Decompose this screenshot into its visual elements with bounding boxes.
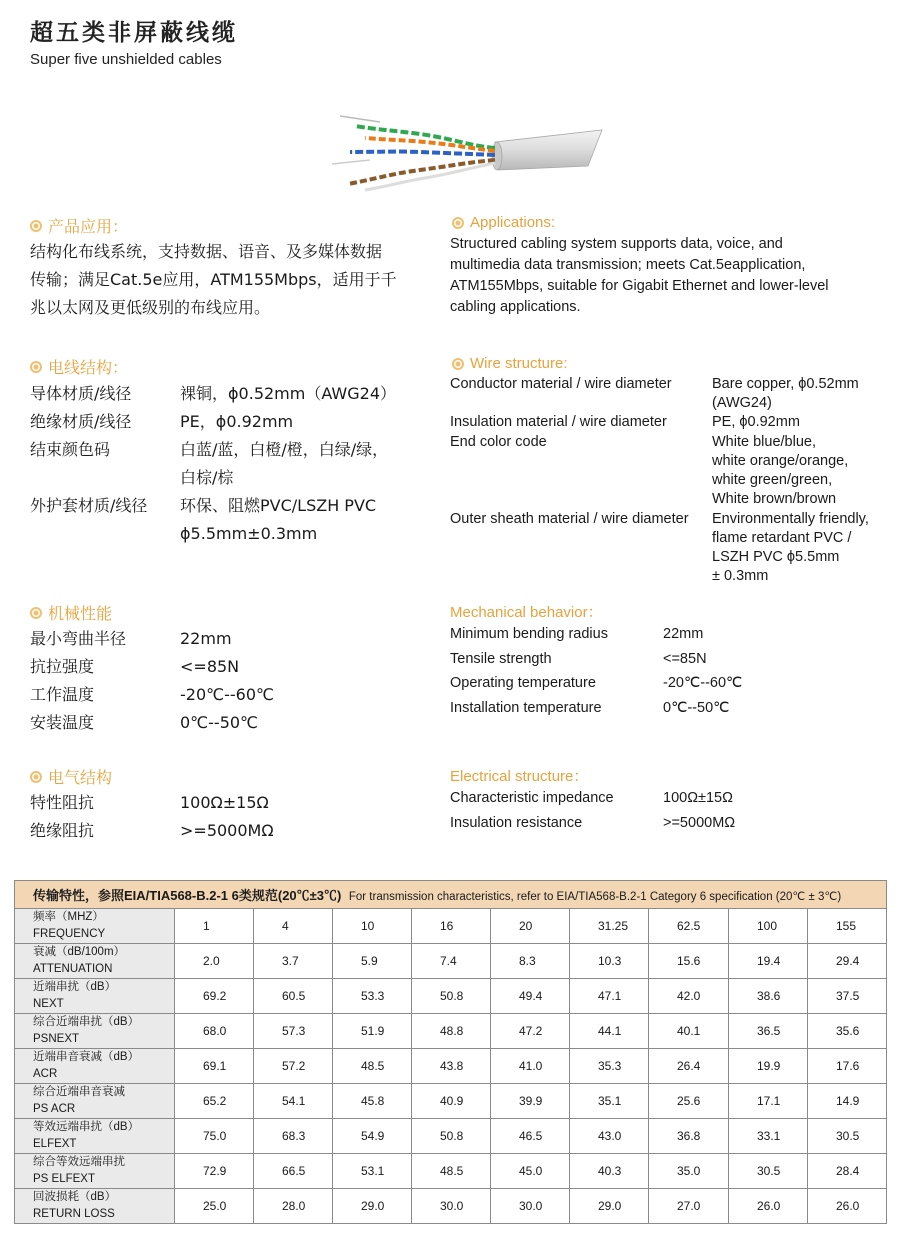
table-cell: 43.0 <box>570 1119 649 1154</box>
wire-value-cn: 白蓝/蓝，白橙/橙，白绿/绿， <box>180 440 389 459</box>
table-cell: 155 <box>808 909 887 944</box>
wire-value-en: Bare copper, ϕ0.52mm <box>712 376 859 392</box>
table-cell: 44.1 <box>570 1014 649 1049</box>
mech-label-cn: 抗拉强度 <box>30 657 95 676</box>
table-cell: 5.9 <box>333 944 412 979</box>
wire-value-en: PE, ϕ0.92mm <box>712 414 800 430</box>
mech-label-cn: 安装温度 <box>30 713 95 732</box>
row-label-en: PSNEXT <box>33 1033 80 1045</box>
row-label <box>15 1119 175 1154</box>
table-row <box>15 979 887 1014</box>
table-cell: 72.9 <box>175 1154 254 1189</box>
wire-structure-title-cn: 电线结构： <box>30 355 128 378</box>
row-label <box>15 1014 175 1049</box>
table-cell: 41.0 <box>491 1049 570 1084</box>
table-cell: 60.5 <box>254 979 333 1014</box>
table-cell: 39.9 <box>491 1084 570 1119</box>
mech-label-en: Tensile strength <box>450 651 552 667</box>
wire-value-cn: PE，ϕ0.92mm <box>180 412 294 431</box>
table-cell: 30.0 <box>412 1189 491 1224</box>
table-header-cn: 传输特性，参照EIA/TIA568-B.2-1 6类规范(20℃±3℃) <box>33 888 342 903</box>
table-cell: 37.5 <box>808 979 887 1014</box>
row-label-cn: 等效远端串扰（dB） <box>33 1121 140 1133</box>
applications-title-en: Applications: <box>452 214 555 231</box>
wire-value-en: ± 0.3mm <box>712 568 769 584</box>
wire-label-cn: 结束颜色码 <box>30 440 111 459</box>
table-cell: 15.6 <box>649 944 729 979</box>
mech-value-cn: <=85N <box>180 657 240 676</box>
row-label-en: ATTENUATION <box>33 963 113 975</box>
section-bullet-icon <box>30 220 42 232</box>
page-title-en: Super five unshielded cables <box>30 51 222 68</box>
table-cell: 46.5 <box>491 1119 570 1154</box>
row-label-en: ACR <box>33 1068 58 1080</box>
row-label <box>15 1049 175 1084</box>
table-cell: 54.9 <box>333 1119 412 1154</box>
row-label <box>15 909 175 944</box>
table-cell: 68.3 <box>254 1119 333 1154</box>
table-cell: 29.4 <box>808 944 887 979</box>
row-label <box>15 1189 175 1224</box>
elec-label-en: Insulation resistance <box>450 815 583 831</box>
section-bullet-icon <box>30 607 42 619</box>
table-cell: 36.8 <box>649 1119 729 1154</box>
table-cell: 10.3 <box>570 944 649 979</box>
table-cell: 26.0 <box>729 1189 808 1224</box>
wire-value-en: Environmentally friendly, <box>712 511 869 527</box>
table-cell: 31.25 <box>570 909 649 944</box>
table-header-row <box>15 881 887 909</box>
table-cell: 19.9 <box>729 1049 808 1084</box>
row-label-cn: 综合等效远端串扰 <box>33 1156 125 1168</box>
table-row <box>15 1084 887 1119</box>
table-cell: 48.5 <box>412 1154 491 1189</box>
wire-label-cn: 外护套材质/线径 <box>30 496 148 515</box>
row-label-cn: 综合近端串扰（dB） <box>33 1016 140 1028</box>
row-label-en: ELFEXT <box>33 1138 77 1150</box>
table-cell: 35.6 <box>808 1014 887 1049</box>
electrical-title-cn: 电气结构 <box>30 765 112 788</box>
mech-value-en: <=85N <box>663 651 707 667</box>
table-row <box>15 1119 887 1154</box>
table-cell: 26.4 <box>649 1049 729 1084</box>
wire-value-cn: 白棕/棕 <box>180 468 234 487</box>
wire-label-en: End color code <box>450 434 547 450</box>
mech-value-en: -20℃--60℃ <box>663 675 743 691</box>
section-bullet-icon <box>30 771 42 783</box>
table-cell: 30.5 <box>729 1154 808 1189</box>
elec-label-en: Characteristic impedance <box>450 790 614 806</box>
table-row <box>15 1049 887 1084</box>
table-cell: 53.3 <box>333 979 412 1014</box>
table-cell: 25.0 <box>175 1189 254 1224</box>
table-cell: 35.3 <box>570 1049 649 1084</box>
table-cell: 17.1 <box>729 1084 808 1119</box>
table-cell: 45.0 <box>491 1154 570 1189</box>
table-row <box>15 1189 887 1224</box>
mech-value-en: 22mm <box>663 626 704 642</box>
table-cell: 30.0 <box>491 1189 570 1224</box>
wire-label-cn: 导体材质/线径 <box>30 384 132 403</box>
wire-value-en: LSZH PVC ϕ5.5mm <box>712 549 840 565</box>
row-label-cn: 近端串音衰减（dB） <box>33 1051 140 1063</box>
row-label-en: PS ACR <box>33 1103 76 1115</box>
wire-label-en: Conductor material / wire diameter <box>450 376 672 392</box>
table-row <box>15 944 887 979</box>
mech-value-cn: 22mm <box>180 629 232 648</box>
elec-value-en: >=5000MΩ <box>663 815 736 831</box>
applications-text-en: Structured cabling system supports data, voice, and multimedia data transmission; meets Cat.5eapplication, ATM155Mbps, suitable for Gigabit Ethernet and lower-level cabling applications. <box>450 236 829 315</box>
table-cell: 43.8 <box>412 1049 491 1084</box>
mech-label-en: Minimum bending radius <box>450 626 608 642</box>
wire-value-en: White blue/blue, <box>712 434 816 450</box>
table-cell: 30.5 <box>808 1119 887 1154</box>
table-cell: 62.5 <box>649 909 729 944</box>
wire-value-en: White brown/brown <box>712 491 837 507</box>
mech-value-cn: -20℃--60℃ <box>180 685 274 704</box>
section-bullet-icon <box>30 361 42 373</box>
row-label <box>15 1084 175 1119</box>
mech-value-en: 0℃--50℃ <box>663 700 730 716</box>
table-cell: 3.7 <box>254 944 333 979</box>
table-cell: 36.5 <box>729 1014 808 1049</box>
table-cell: 68.0 <box>175 1014 254 1049</box>
mech-value-cn: 0℃--50℃ <box>180 713 259 732</box>
mechanical-title-en: Mechanical behavior： <box>450 604 603 621</box>
section-bullet-icon <box>452 217 464 229</box>
elec-label-cn: 绝缘阻抗 <box>30 821 95 840</box>
table-cell: 26.0 <box>808 1189 887 1224</box>
table-cell: 35.1 <box>570 1084 649 1119</box>
table-cell: 7.4 <box>412 944 491 979</box>
wire-label-en: Insulation material / wire diameter <box>450 414 667 430</box>
table-cell: 29.0 <box>570 1189 649 1224</box>
wire-label-en: Outer sheath material / wire diameter <box>450 511 689 527</box>
mechanical-title-cn: 机械性能 <box>30 601 112 624</box>
table-cell: 48.5 <box>333 1049 412 1084</box>
table-cell: 19.4 <box>729 944 808 979</box>
elec-label-cn: 特性阻抗 <box>30 793 95 812</box>
table-cell: 40.9 <box>412 1084 491 1119</box>
table-row <box>15 1154 887 1189</box>
table-cell: 47.2 <box>491 1014 570 1049</box>
table-cell: 57.2 <box>254 1049 333 1084</box>
table-cell: 75.0 <box>175 1119 254 1154</box>
table-cell: 8.3 <box>491 944 570 979</box>
elec-value-cn: >=5000MΩ <box>180 821 274 840</box>
cable-illustration <box>320 108 610 198</box>
row-label-cn: 综合近端串音衰减 <box>33 1086 125 1098</box>
table-cell: 48.8 <box>412 1014 491 1049</box>
table-cell: 53.1 <box>333 1154 412 1189</box>
table-cell: 20 <box>491 909 570 944</box>
row-label-cn: 近端串扰（dB） <box>33 981 117 993</box>
mech-label-cn: 工作温度 <box>30 685 95 704</box>
table-cell: 35.0 <box>649 1154 729 1189</box>
table-cell: 16 <box>412 909 491 944</box>
mech-label-en: Operating temperature <box>450 675 596 691</box>
table-cell: 65.2 <box>175 1084 254 1119</box>
table-cell: 33.1 <box>729 1119 808 1154</box>
table-cell: 40.3 <box>570 1154 649 1189</box>
table-cell: 50.8 <box>412 979 491 1014</box>
table-cell: 40.1 <box>649 1014 729 1049</box>
wire-value-cn: 裸铜，ϕ0.52mm（AWG24） <box>180 384 397 403</box>
row-label-en: NEXT <box>33 998 64 1010</box>
row-label <box>15 979 175 1014</box>
wire-label-cn: 绝缘材质/线径 <box>30 412 132 431</box>
table-cell: 100 <box>729 909 808 944</box>
table-cell: 69.2 <box>175 979 254 1014</box>
table-cell: 27.0 <box>649 1189 729 1224</box>
table-cell: 28.0 <box>254 1189 333 1224</box>
applications-title-cn: 产品应用： <box>30 214 128 237</box>
row-label-en: FREQUENCY <box>33 928 106 940</box>
table-cell: 4 <box>254 909 333 944</box>
table-cell: 42.0 <box>649 979 729 1014</box>
wire-structure-title-en: Wire structure: <box>452 355 568 372</box>
elec-value-cn: 100Ω±15Ω <box>180 793 269 812</box>
table-cell: 29.0 <box>333 1189 412 1224</box>
applications-text-cn: 结构化布线系统，支持数据、语音、及多媒体数据 传输；满足Cat.5e应用，ATM155Mbps，适用于千 兆以太网及更低级别的布线应用。 <box>30 242 397 317</box>
table-cell: 17.6 <box>808 1049 887 1084</box>
row-label-en: RETURN LOSS <box>33 1208 115 1220</box>
table-cell: 14.9 <box>808 1084 887 1119</box>
table-cell: 45.8 <box>333 1084 412 1119</box>
wire-value-en: (AWG24) <box>712 395 772 411</box>
electrical-title-en: Electrical structure： <box>450 768 589 785</box>
wire-value-en: white orange/orange, <box>712 453 849 469</box>
table-cell: 54.1 <box>254 1084 333 1119</box>
row-label-cn: 频率（MHZ） <box>33 911 104 923</box>
row-label-en: PS ELFEXT <box>33 1173 95 1185</box>
section-bullet-icon <box>452 358 464 370</box>
table-cell: 47.1 <box>570 979 649 1014</box>
transmission-table <box>14 880 887 1224</box>
table-row <box>15 909 887 944</box>
table-header <box>15 881 887 909</box>
table-cell: 2.0 <box>175 944 254 979</box>
table-cell: 38.6 <box>729 979 808 1014</box>
table-cell: 51.9 <box>333 1014 412 1049</box>
table-cell: 69.1 <box>175 1049 254 1084</box>
row-label <box>15 944 175 979</box>
table-cell: 28.4 <box>808 1154 887 1189</box>
table-cell: 1 <box>175 909 254 944</box>
table-cell: 66.5 <box>254 1154 333 1189</box>
wire-value-cn: ϕ5.5mm±0.3mm <box>180 524 318 543</box>
table-cell: 49.4 <box>491 979 570 1014</box>
wire-value-en: flame retardant PVC / <box>712 530 852 546</box>
wire-value-en: white green/green, <box>712 472 833 488</box>
row-label <box>15 1154 175 1189</box>
table-row <box>15 1014 887 1049</box>
table-cell: 25.6 <box>649 1084 729 1119</box>
row-label-cn: 衰减（dB/100m） <box>33 946 126 958</box>
elec-value-en: 100Ω±15Ω <box>663 790 733 806</box>
table-cell: 10 <box>333 909 412 944</box>
table-cell: 50.8 <box>412 1119 491 1154</box>
page-title-cn: 超五类非屏蔽线缆 <box>30 20 238 46</box>
table-header-en: For transmission characteristics, refer to EIA/TIA568-B.2-1 Category 6 specification (20℃ ± 3℃) <box>348 891 842 903</box>
wire-value-cn: 环保、阻燃PVC/LSZH PVC <box>180 496 377 515</box>
mech-label-cn: 最小弯曲半径 <box>30 629 127 648</box>
table-cell: 57.3 <box>254 1014 333 1049</box>
mech-label-en: Installation temperature <box>450 700 602 716</box>
row-label-cn: 回波损耗（dB） <box>33 1191 117 1203</box>
